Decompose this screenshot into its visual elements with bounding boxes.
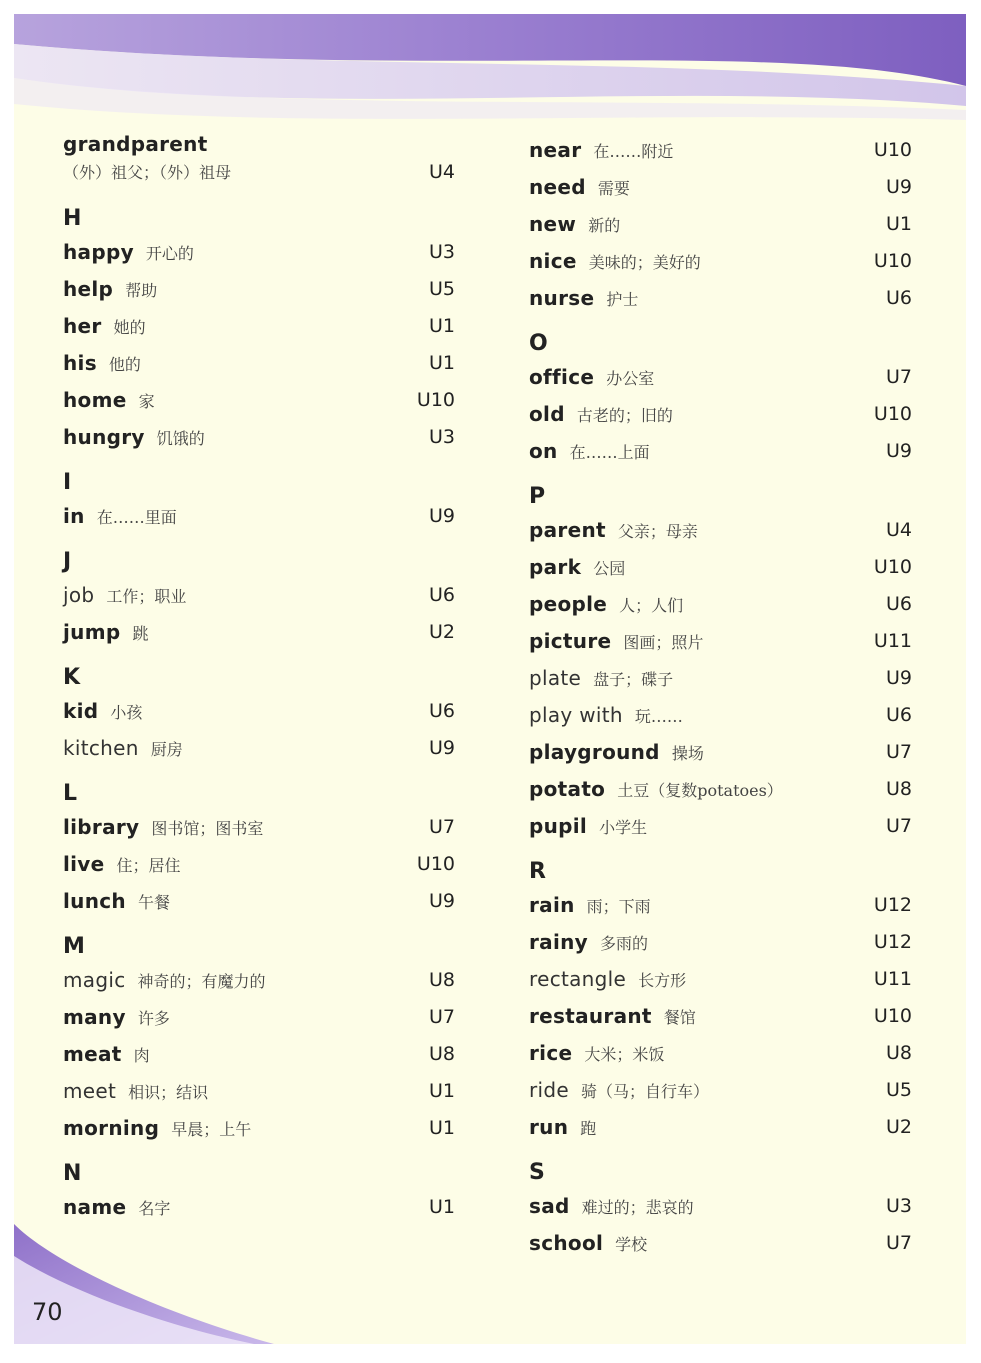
entry-unit: U9 (886, 667, 912, 689)
entry-unit: U6 (886, 593, 912, 615)
entry-unit: U10 (873, 1005, 912, 1027)
entry-unit: U6 (886, 704, 912, 726)
dictionary-entry (529, 734, 912, 771)
dictionary-entry (529, 359, 912, 396)
entry-unit: U1 (429, 352, 455, 374)
dictionary-section (63, 663, 455, 767)
dictionary-entry (529, 961, 912, 998)
entry-word: nice (529, 249, 577, 273)
dictionary-entry (529, 512, 912, 549)
dictionary-entry (529, 660, 912, 697)
entry-word: playground (529, 740, 660, 764)
entry-unit: U12 (873, 894, 912, 916)
dictionary-entry (529, 697, 912, 734)
entry-word: her (63, 314, 102, 338)
entry-word: pupil (529, 814, 588, 838)
dictionary-entry (63, 1110, 455, 1147)
section-letter: H (63, 206, 82, 231)
entry-meaning: 多雨的 (600, 934, 649, 953)
entry-word: people (529, 592, 608, 616)
dictionary-entry (63, 962, 455, 999)
dictionary-entry (529, 433, 912, 470)
entry-unit: U1 (429, 1196, 455, 1218)
dictionary-entry (529, 924, 912, 961)
section-letter: K (63, 665, 81, 690)
entry-meaning: 在……附近 (593, 142, 674, 161)
entry-unit: U3 (429, 241, 455, 263)
entry-meaning: 新的 (588, 216, 621, 235)
entry-unit: U2 (886, 1116, 912, 1138)
entry-meaning: 雨；下雨 (586, 897, 651, 916)
dictionary-entry (529, 243, 912, 280)
entry-unit: U2 (429, 621, 455, 643)
dictionary-section (529, 329, 912, 470)
dictionary-entry (63, 308, 455, 345)
dictionary-entry (529, 808, 912, 845)
entry-meaning: 美味的；美好的 (588, 253, 701, 272)
entry-word: park (529, 555, 582, 579)
entry-unit: U9 (886, 176, 912, 198)
entry-word: school (529, 1231, 604, 1255)
dictionary-entry (63, 883, 455, 920)
dictionary-section (63, 204, 455, 456)
entry-unit: U4 (886, 519, 912, 541)
dictionary-entry (63, 132, 455, 192)
section-letter: N (63, 1161, 82, 1186)
dictionary-entry (63, 419, 455, 456)
entry-meaning: 小孩 (110, 703, 143, 722)
entry-unit: U8 (886, 778, 912, 800)
entry-unit: U10 (873, 403, 912, 425)
dictionary-entry (63, 614, 455, 651)
entry-word: in (63, 504, 85, 528)
dictionary-entry (63, 809, 455, 846)
page-number: 70 (32, 1298, 63, 1326)
dictionary-entry (529, 132, 912, 169)
entry-word: office (529, 365, 595, 389)
dictionary-entry (63, 1036, 455, 1073)
entry-meaning: 盘子；碟子 (593, 670, 674, 689)
entry-meaning: 办公室 (606, 369, 655, 388)
entry-meaning: 难过的；悲哀的 (581, 1198, 694, 1217)
dictionary-entry (529, 1035, 912, 1072)
dictionary-section (63, 932, 455, 1147)
entry-unit: U9 (429, 890, 455, 912)
entry-meaning: 工作；职业 (106, 587, 187, 606)
entry-word: lunch (63, 889, 126, 913)
dictionary-entry (529, 586, 912, 623)
entry-word: morning (63, 1116, 160, 1140)
entry-meaning: 午餐 (137, 893, 170, 912)
entry-word: jump (63, 620, 121, 644)
entry-unit: U5 (429, 278, 455, 300)
entry-meaning: 图书馆；图书室 (151, 819, 264, 838)
entry-word: potato (529, 777, 606, 801)
entry-word: library (63, 815, 140, 839)
dictionary-entry (63, 1073, 455, 1110)
entry-meaning: 他的 (108, 355, 141, 374)
entry-unit: U7 (429, 1006, 455, 1028)
purple-wave-banner (14, 14, 966, 144)
entry-word: play with (529, 703, 623, 727)
dictionary-section (529, 857, 912, 1146)
entry-word: job (63, 583, 95, 607)
dictionary-page (14, 14, 966, 1344)
entry-unit: U7 (886, 366, 912, 388)
entry-meaning: 骑（马；自行车） (580, 1082, 709, 1101)
entry-unit: U1 (429, 315, 455, 337)
entry-unit: U9 (429, 737, 455, 759)
entry-meaning: 古老的；旧的 (576, 406, 673, 425)
entry-word: old (529, 402, 565, 426)
entry-word: grandparent (63, 132, 208, 156)
entry-meaning: （外）祖父；（外）祖母 (63, 163, 232, 182)
dictionary-entry (529, 998, 912, 1035)
dictionary-entry (63, 234, 455, 271)
section-letter: R (529, 859, 546, 884)
entry-unit: U11 (873, 968, 912, 990)
entry-word: nurse (529, 286, 595, 310)
section-letter: I (63, 470, 72, 495)
dictionary-entry (63, 271, 455, 308)
entry-word: meet (63, 1079, 117, 1103)
entry-unit: U9 (429, 505, 455, 527)
entry-meaning: 厨房 (150, 740, 183, 759)
entry-meaning: 操场 (671, 744, 704, 763)
entry-meaning: 护士 (606, 290, 639, 309)
entry-word: run (529, 1115, 569, 1139)
entry-unit: U9 (886, 440, 912, 462)
entry-meaning: 跳 (132, 624, 149, 643)
entry-meaning: 在……里面 (96, 508, 177, 527)
entry-word: near (529, 138, 582, 162)
entry-unit: U1 (429, 1117, 455, 1139)
entry-unit: U6 (429, 700, 455, 722)
entry-word: kitchen (63, 736, 139, 760)
entry-meaning: 名字 (138, 1199, 171, 1218)
entry-word: on (529, 439, 558, 463)
entry-word: rainy (529, 930, 588, 954)
entry-meaning: 相识；结识 (128, 1083, 209, 1102)
entry-unit: U3 (886, 1195, 912, 1217)
entry-word: his (63, 351, 97, 375)
entry-word: name (63, 1195, 127, 1219)
entry-word: picture (529, 629, 612, 653)
entry-unit: U10 (873, 250, 912, 272)
entry-unit: U1 (429, 1080, 455, 1102)
entry-meaning: 土豆（复数potatoes） (617, 781, 783, 800)
entry-meaning: 跑 (580, 1119, 597, 1138)
entry-word: rain (529, 893, 575, 917)
entry-meaning: 父亲；母亲 (617, 522, 698, 541)
entry-word: parent (529, 518, 606, 542)
entry-meaning: 小学生 (599, 818, 648, 837)
dictionary-section (529, 1158, 912, 1262)
entry-meaning: 学校 (615, 1235, 648, 1254)
entry-word: many (63, 1005, 126, 1029)
entry-word: magic (63, 968, 126, 992)
entry-unit: U8 (429, 969, 455, 991)
entry-unit: U12 (873, 931, 912, 953)
entry-meaning: 在……上面 (569, 443, 650, 462)
entry-meaning: 餐馆 (663, 1008, 696, 1027)
section-letter: S (529, 1160, 545, 1185)
dictionary-entry (529, 206, 912, 243)
entry-unit: U7 (886, 815, 912, 837)
purple-corner-decoration (14, 1224, 274, 1344)
section-letter: J (63, 549, 72, 574)
entry-meaning: 住；居住 (116, 856, 181, 875)
entry-word: plate (529, 666, 582, 690)
left-column (63, 132, 455, 1226)
right-column (529, 132, 912, 1262)
entry-meaning: 许多 (137, 1009, 170, 1028)
entry-meaning: 玩…… (634, 707, 683, 726)
entry-word: ride (529, 1078, 569, 1102)
entry-word: restaurant (529, 1004, 652, 1028)
entry-meaning: 长方形 (638, 971, 687, 990)
entry-unit: U8 (429, 1043, 455, 1065)
dictionary-entry (63, 382, 455, 419)
entry-meaning: 饥饿的 (156, 429, 205, 448)
dictionary-entry (529, 396, 912, 433)
dictionary-entry (529, 623, 912, 660)
entry-word: hungry (63, 425, 145, 449)
entry-meaning: 帮助 (125, 281, 158, 300)
dictionary-entry (63, 498, 455, 535)
dictionary-section (63, 547, 455, 651)
dictionary-section (63, 132, 455, 192)
dictionary-entry (63, 846, 455, 883)
entry-meaning: 肉 (133, 1046, 150, 1065)
entry-unit: U10 (873, 556, 912, 578)
dictionary-section (63, 468, 455, 535)
dictionary-section (63, 1159, 455, 1226)
entry-meaning: 早晨；上午 (171, 1120, 252, 1139)
section-letter: P (529, 484, 546, 509)
entry-word: home (63, 388, 127, 412)
section-letter: O (529, 331, 548, 356)
dictionary-section (63, 779, 455, 920)
dictionary-entry (63, 693, 455, 730)
entry-unit: U4 (429, 161, 455, 183)
dictionary-entry (63, 577, 455, 614)
entry-word: new (529, 212, 577, 236)
entry-unit: U7 (886, 741, 912, 763)
entry-unit: U10 (416, 853, 455, 875)
entry-word: live (63, 852, 105, 876)
dictionary-section (529, 482, 912, 845)
entry-unit: U10 (416, 389, 455, 411)
entry-unit: U7 (429, 816, 455, 838)
entry-meaning: 公园 (593, 559, 626, 578)
section-letter: M (63, 934, 85, 959)
entry-unit: U6 (886, 287, 912, 309)
entry-unit: U6 (429, 584, 455, 606)
dictionary-entry (529, 1109, 912, 1146)
entry-meaning: 神奇的；有魔力的 (137, 972, 266, 991)
dictionary-entry (63, 1189, 455, 1226)
dictionary-entry (529, 549, 912, 586)
entry-word: rectangle (529, 967, 627, 991)
entry-unit: U7 (886, 1232, 912, 1254)
entry-word: rice (529, 1041, 573, 1065)
dictionary-entry (529, 1072, 912, 1109)
dictionary-section (529, 132, 912, 317)
entry-word: kid (63, 699, 99, 723)
section-letter: L (63, 781, 78, 806)
entry-word: meat (63, 1042, 122, 1066)
entry-meaning: 家 (138, 392, 155, 411)
entry-word: happy (63, 240, 134, 264)
dictionary-entry (529, 771, 912, 808)
dictionary-entry (529, 887, 912, 924)
entry-meaning: 需要 (597, 179, 630, 198)
entry-word: sad (529, 1194, 570, 1218)
entry-meaning: 人；人们 (619, 596, 684, 615)
entry-word: help (63, 277, 114, 301)
entry-unit: U10 (873, 139, 912, 161)
entry-unit: U1 (886, 213, 912, 235)
entry-unit: U3 (429, 426, 455, 448)
dictionary-entry (63, 999, 455, 1036)
entry-unit: U11 (873, 630, 912, 652)
entry-unit: U5 (886, 1079, 912, 1101)
dictionary-entry (529, 1188, 912, 1225)
entry-meaning: 图画；照片 (623, 633, 704, 652)
dictionary-entry (529, 1225, 912, 1262)
entry-meaning: 大米；米饭 (584, 1045, 665, 1064)
entry-word: need (529, 175, 586, 199)
dictionary-entry (63, 345, 455, 382)
entry-unit: U8 (886, 1042, 912, 1064)
entry-meaning: 开心的 (145, 244, 194, 263)
dictionary-entry (63, 730, 455, 767)
entry-meaning: 她的 (113, 318, 146, 337)
dictionary-entry (529, 169, 912, 206)
dictionary-entry (529, 280, 912, 317)
